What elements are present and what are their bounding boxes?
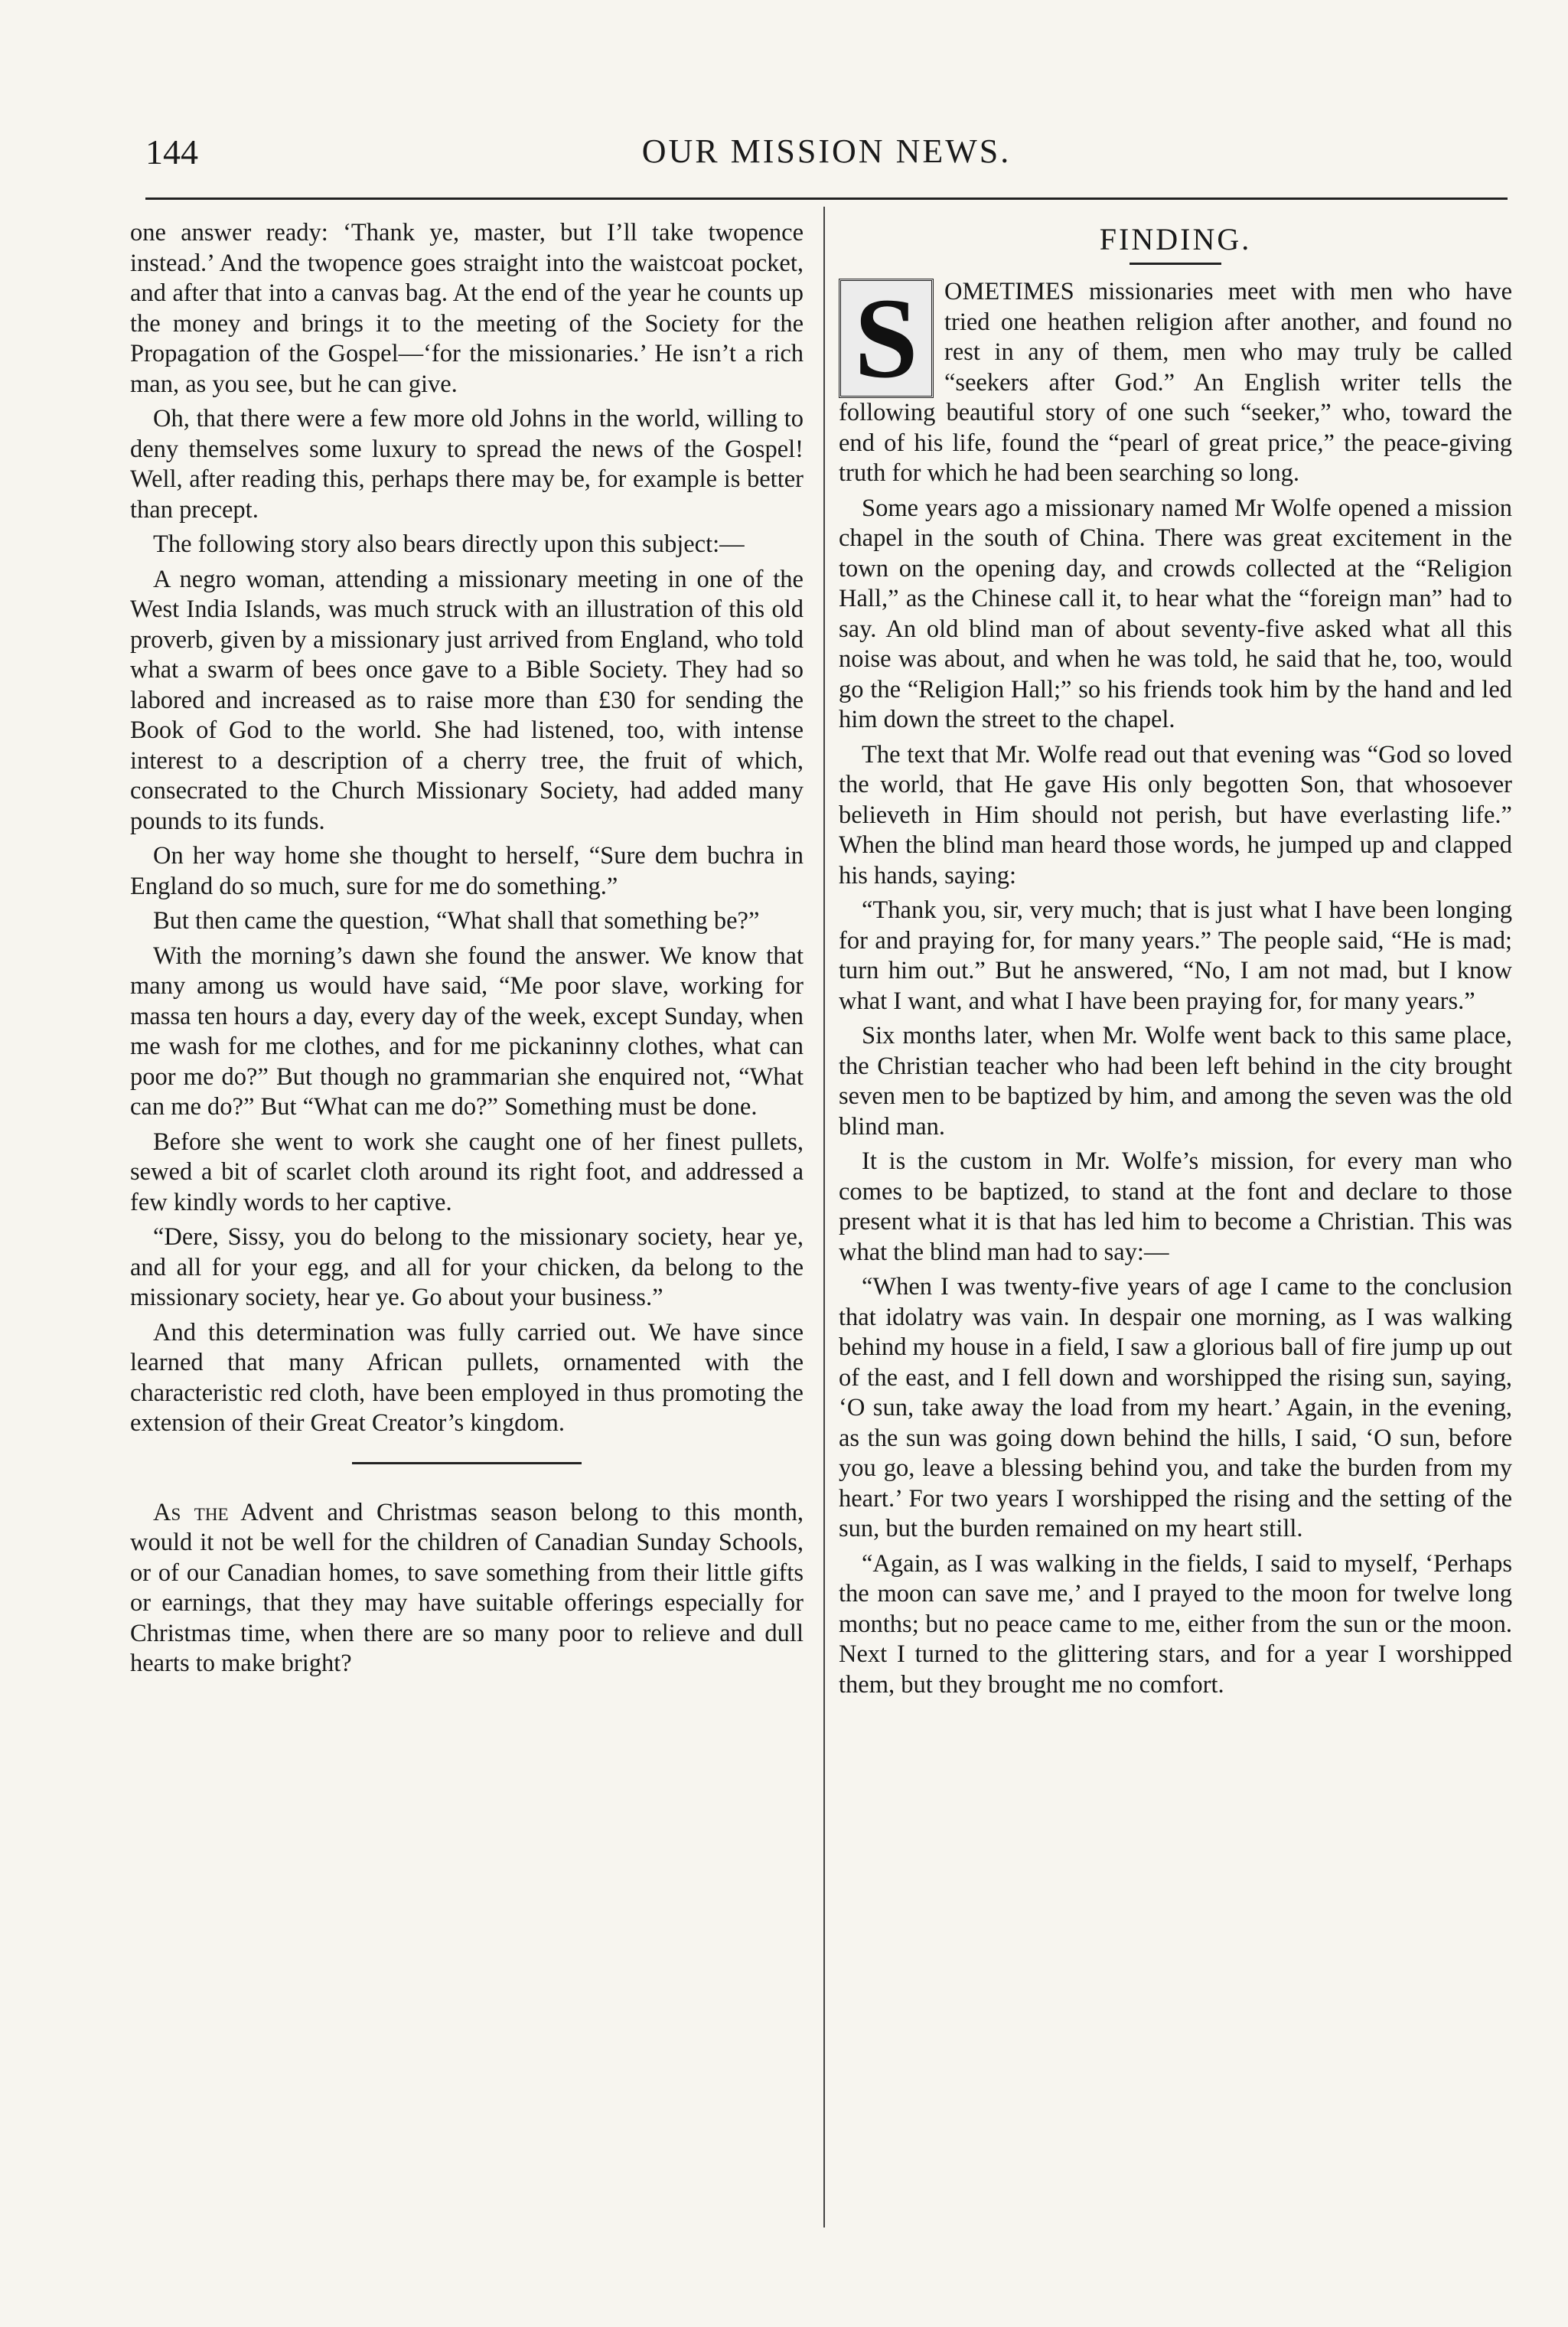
paragraph: The following story also bears directly upon this subject:— xyxy=(153,530,745,558)
drop-cap-letter: S xyxy=(839,279,934,398)
first-paragraph-text: OMETIMES missionaries meet with men who have tried one heathen religion after another, and found no rest in any of them, men who may truly be called “seekers after God.” An English writer tells the following beautiful story of one such “seeker,” who, toward the end of his life, found the “pearl of great price,” the peace-giving truth for which he had been searching so long. xyxy=(839,278,1512,487)
paragraph: And this determination was fully carried out. We have since learned that many African pullets, ornamented with the characteristic red cloth, have been employed in thus promoting the extension of their Great Creator’s kingdom. xyxy=(130,1318,804,1437)
paragraph: Six months later, when Mr. Wolfe went back to this same place, the Christian teacher who had been left behind in the city brought seven men to be baptized by him, and among the seven was the old blind man. xyxy=(839,1022,1512,1141)
section-divider xyxy=(352,1462,582,1464)
paragraph: Oh, that there were a few more old Johns in the world, willing to deny themselves some luxury to spread the news of the Gospel! Well, after reading this, perhaps there may be, for example is better than precept. xyxy=(130,405,804,524)
title-rule xyxy=(1130,263,1221,265)
paragraph: A negro woman, attending a missionary meeting in one of the West India Islands, was much struck with an illustration of this old proverb, given by a missionary just arrived from England, who told what a swarm of bees once gave to a Bible Society. They had so labored and increased as to raise more than £30 for sending the Book of God to the world. She had listened, too, with intense interest to a description of a cherry tree, the fruit of which, consecrated to the Church Missionary Society, had added many pounds to its funds. xyxy=(130,565,804,835)
paragraph: “Dere, Sissy, you do belong to the missionary society, hear ye, and all for your egg, and all for your chicken, da belong to the missionary society, hear ye. Go about your business.” xyxy=(130,1223,804,1311)
paragraph: “Again, as I was walking in the fields, I said to myself, ‘Perhaps the moon can save me,’ and I prayed to the moon for twelve long months; but no peace came to me, either from the sun or the moon. Next I turned to the glittering stars, and for a year I worshipped them, but they brought me no comfort. xyxy=(839,1549,1512,1699)
column-divider xyxy=(823,207,825,2227)
paragraph: Some years ago a missionary named Mr Wolfe opened a mission chapel in the south of China. There was great excitement in the town on the opening day, and crowds collected at the “Religion Hall,” as the Chinese call it, to hear what the “foreign man” had to say. An old blind man of about seventy-five asked what all this noise was about, and when he was told, he said that he, too, would go the “Religion Hall;” so his friends took him by the hand and led him down the street to the chapel. xyxy=(839,494,1512,733)
header-rule xyxy=(145,197,1508,200)
paragraph: On her way home she thought to herself, “Sure dem buchra in England do so much, sure for me do something.” xyxy=(130,842,804,900)
advent-lead: As the xyxy=(153,1498,229,1526)
right-column xyxy=(839,218,1512,1705)
advent-text: Advent and Christmas season belong to this month, would it not be well for the children of Canadian Sunday Schools, or of our Canadian homes, to save something from their little gifts or earnings, that they may have suitable offerings especially for Christmas time, when there are so many poor to relieve and dull hearts to make bright? xyxy=(130,1498,804,1677)
left-column xyxy=(130,218,804,1684)
paragraph: With the morning’s dawn she found the answer. We know that many among us would have said, “Me poor slave, working for massa ten hours a day, every day of the week, except Sunday, when me wash for me clothes, and for me pickaninny clothes, what can poor me do?” But though no grammarian she enquired not, “What can me do?” But “What can me do?” Something must be done. xyxy=(130,942,804,1121)
page-header xyxy=(145,132,1508,193)
paragraph: “Thank you, sir, very much; that is just what I have been longing for and praying for, for many years.” The people said, “He is mad; turn him out.” But he answered, “No, I am not mad, but I know what I want, and what I have been praying for, for many years.” xyxy=(839,896,1512,1015)
paragraph: one answer ready: ‘Thank ye, master, but I’ll take twopence instead.’ And the twopence goes straight into the waistcoat pocket, and after that into a canvas bag. At the end of the year he counts up the money and brings it to the meeting of the Society for the Propagation of the Gospel—‘for the missionaries.’ He isn’t a rich man, as you see, but he can give. xyxy=(130,219,804,398)
article-title: FINDING. xyxy=(1099,222,1252,256)
page-number: 144 xyxy=(145,132,198,171)
paragraph: But then came the question, “What shall that something be?” xyxy=(153,907,760,935)
advent-paragraph xyxy=(130,1498,804,1679)
running-title: OUR MISSION NEWS. xyxy=(641,132,1012,170)
paragraph: “When I was twenty-five years of age I came to the conclusion that idolatry was vain. In despair one morning, as I was walking behind my house in a field, I saw a glorious ball of fire jump up out of the east, and I fell down and worshipped the rising sun, saying, ‘O sun, take away the load from my heart.’ Again, in the evening, as the sun was going down behind the hills, I said, ‘O sun, before you go, leave a blessing behind you, and take the burden from my heart.’ For two years I worshipped the rising and the setting of the sun, but the burden remained on my heart still. xyxy=(839,1273,1512,1542)
paragraph: It is the custom in Mr. Wolfe’s mission, for every man who comes to be baptized, to stand at the font and declare to those present what it is that has led him to become a Christian. This was what the blind man had to say:— xyxy=(839,1147,1512,1266)
paragraph: The text that Mr. Wolfe read out that evening was “God so loved the world, that He gave His only begotten Son, that whosoever believeth in Him should not perish, but have everlasting life.” When the blind man heard those words, he jumped up and clapped his hands, saying: xyxy=(839,740,1512,889)
paragraph: Before she went to work she caught one of her finest pullets, sewed a bit of scarlet cloth around its right foot, and addressed a few kindly words to her captive. xyxy=(130,1128,804,1216)
first-paragraph xyxy=(839,277,1512,489)
